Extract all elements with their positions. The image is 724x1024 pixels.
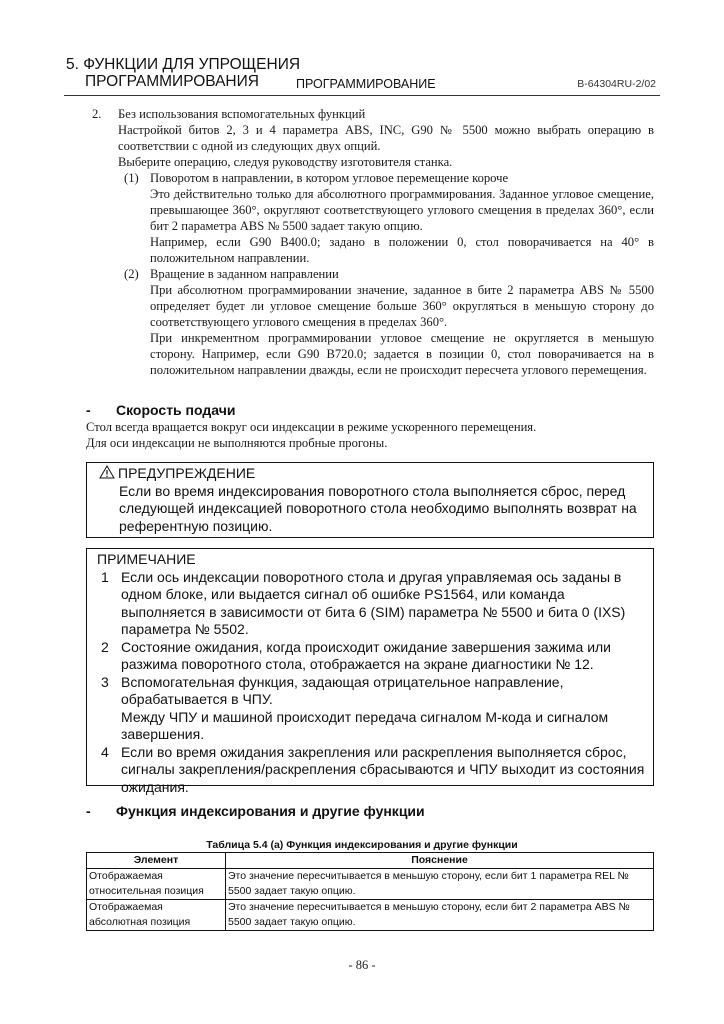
cell-element: Отображаемая абсолютная позиция	[87, 900, 226, 931]
feed-body	[86, 419, 666, 451]
document-code: B-64304RU-2/02	[577, 78, 656, 90]
note-item-text-continued: Между ЧПУ и машиной происходит передача сигналом М-кода и сигналом завершения.	[121, 708, 609, 742]
warning-title: ПРЕДУПРЕЖДЕНИЕ	[118, 465, 256, 481]
note-item-number: 1	[101, 568, 109, 585]
warning-text: Если во время индексирования поворотного стола выполняется сброс, перед следующей индексацией поворотного стола необходимо выполнять возврат на референтную позицию.	[119, 482, 637, 534]
header-divider	[64, 95, 660, 96]
subitem1-para2: Например, если G90 B400.0; задано в положении 0, стол поворачивается на 40° в положительном направлении.	[150, 235, 654, 265]
table-row	[87, 900, 654, 931]
item-number: 2.	[92, 107, 102, 121]
column-header-element: Элемент	[87, 853, 226, 869]
note-item	[97, 674, 645, 744]
item2-para1: Настройкой битов 2, 3 и 4 параметра ABS, INC, G90 № 5500 можно выбрать операцию в соответствии с одной из следующих двух опций.	[118, 123, 654, 153]
heading-dash: -	[86, 402, 91, 418]
indexing-functions-table	[86, 852, 654, 931]
warning-box	[86, 462, 654, 538]
cell-explanation: Это значение пересчитывается в меньшую сторону, если бит 1 параметра REL № 5500 задает такую опцию.	[226, 869, 654, 900]
subitem2-body	[150, 266, 654, 378]
note-item	[97, 569, 645, 639]
subitem1-title: Поворотом в направлении, в котором угловое перемещение короче	[150, 171, 509, 185]
section-name: ПРОГРАММИРОВАНИЕ	[296, 77, 436, 91]
item2-para2: Выберите операцию, следуя руководству изготовителя станка.	[118, 155, 453, 169]
heading-text: Скорость подачи	[116, 402, 236, 418]
cell-explanation: Это значение пересчитывается в меньшую сторону, если бит 2 параметра ABS № 5500 задает такую опцию.	[226, 900, 654, 931]
table-row	[87, 869, 654, 900]
subitem-number: (1)	[124, 171, 139, 185]
subitem2-para2: При инкрементном программировании угловое смещение не округляется в меньшую сторону. Например, если G90 B720.0; задается в позиции 0, стол поворачивается на в положительном направлении дважды, если не происходит пересчета углового перемещения.	[150, 331, 654, 377]
note-item-text: Состояние ожидания, когда происходит ожидание завершения зажима или разжима поворотного стола, отображается на экране диагностики № 12.	[121, 638, 611, 672]
chapter-title-line1: 5. ФУНКЦИИ ДЛЯ УПРОЩЕНИЯ	[66, 56, 301, 73]
table-header-row	[87, 853, 654, 869]
chapter-title	[66, 56, 300, 90]
note-title: ПРИМЕЧАНИЕ	[97, 551, 196, 567]
subitem2-title: Вращение в заданном направлении	[150, 267, 339, 281]
note-item-number: 2	[101, 638, 109, 655]
section-heading-feed	[86, 402, 235, 418]
table-caption: Таблица 5.4 (a) Функция индексирования и другие функции	[206, 839, 518, 851]
subitem-number: (2)	[124, 267, 139, 281]
subitem1-body	[150, 170, 654, 266]
item2-title: Без использования вспомогательных функций	[118, 107, 366, 121]
item2-body	[118, 106, 654, 170]
heading-text: Функция индексирования и другие функции	[116, 803, 425, 819]
section-heading-indexing	[86, 803, 425, 819]
feed-line2: Для оси индексации не выполняются пробные прогоны.	[86, 436, 388, 450]
note-item-text: Если во время ожидания закрепления или раскрепления выполняется сброс, сигналы закрепления/раскрепления сбрасываются и ЧПУ выходит из состояния ожидания.	[121, 743, 645, 795]
subitem2-para1: При абсолютном программировании значение, заданное в бите 2 параметра ABS № 5500 определяет будет ли угловое смещение больше 360° округляться в меньшую сторону до соответствующего углового смещения в пределах 360°.	[150, 283, 654, 329]
cell-element: Отображаемая относительная позиция	[87, 869, 226, 900]
heading-dash: -	[86, 803, 91, 819]
note-item-text: Если ось индексации поворотного стола и другая управляемая ось заданы в одном блоке, или выдается сигнал об ошибке PS1564, или команда выполняется в зависимости от бита 6 (SIM) параметра № 5500 и бита 0 (IXS) параметра № 5502.	[121, 568, 626, 637]
chapter-title-line2: ПРОГРАММИРОВАНИЯ	[85, 73, 259, 90]
column-header-explanation: Пояснение	[226, 853, 654, 869]
page-number: - 86 -	[348, 958, 376, 972]
feed-line1: Стол всегда вращается вокруг оси индексации в режиме ускоренного перемещения.	[86, 420, 537, 434]
note-box	[86, 548, 654, 795]
warning-triangle-icon	[99, 465, 115, 479]
warning-title-row	[99, 465, 641, 483]
subitem1-para1: Это действительно только для абсолютного программирования. Заданное угловое смещение, превышающее 360°, округляют соответствующего углового смещения в пределах 360°, если бит 2 параметра ABS № 5500 задает такую опцию.	[150, 187, 654, 233]
note-item-number: 3	[101, 673, 109, 690]
note-item-text: Вспомогательная функция, задающая отрицательное направление, обрабатывается в ЧПУ.	[121, 673, 564, 707]
note-item	[97, 639, 645, 674]
note-item	[97, 744, 645, 797]
note-item-number: 4	[101, 743, 109, 760]
